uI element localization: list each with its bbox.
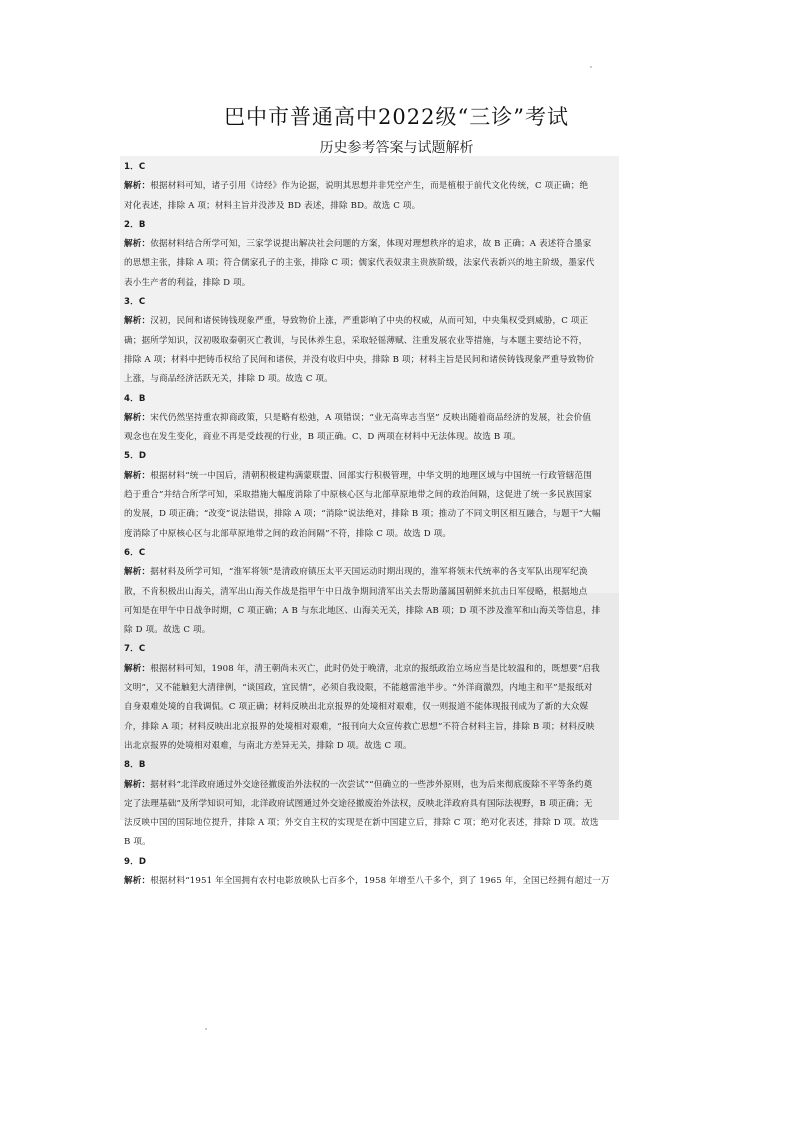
answer-key: 3．C [124,297,146,308]
question-number [124,853,617,872]
explanation-line [124,312,617,331]
explanation-text: 观念也在发生变化，商业不再是受歧视的行业，B 项正确。C、D 两项在材料中无法体现。故选 B 项。 [124,432,521,443]
explanation-line [124,197,617,216]
explanation-line [124,486,617,505]
scanned-answer-sheet [120,156,619,886]
explanation-line [124,602,617,621]
answer-key: 2．B [124,219,146,230]
explanation-line [124,583,617,602]
explanation-text: 的思想主张，排除 A 项；符合儒家孔子的主张，排除 C 项；儒家代表奴隶主贵族阶级，法家代表新兴的地主阶级，墨家代 [124,258,595,269]
explanation-line [124,814,617,833]
explanation-line [124,698,617,717]
explanation-line [124,795,617,814]
explanation-label: 解析： [124,567,151,578]
explanation-line [124,660,617,679]
explanation-line [124,563,617,582]
explanation-line [124,505,617,524]
answer-key: 6．C [124,547,146,558]
explanation-line [124,254,617,273]
explanation-line [124,833,617,852]
answer-key: 5．D [124,451,147,462]
explanation-line [124,525,617,544]
explanation-label: 解析： [124,239,151,250]
explanation-label: 解析： [124,875,151,886]
explanation-text: 根据材料可知，1908 年，清王朝尚未灭亡，此时仍处于晚清，北京的报纸政治立场应当是比较温和的，既想要“启我 [150,663,600,674]
explanation-text: 确；据所学知识，汉初吸取秦朝灭亡教训，与民休养生息，采取轻徭薄赋、注重发展农业等措施，与本题主要结论不符， [124,335,588,346]
question-number [124,756,617,775]
question-number [124,158,617,177]
page-subtitle: 历史参考答案与试题解析 [319,140,474,156]
answer-key: 1．C [124,162,146,172]
explanation-text: 自身艰难处境的自我调侃。C 项正确；材料反映出北京报界的处境相对艰难，仅一则报道不能体现报刊成为了新的大众媒 [124,702,589,713]
question-number [124,640,617,659]
explanation-text: 宋代仍然坚持重农抑商政策，只是略有松弛，A 项错误；“业无高卑志当坚” 反映出随着商品经济的发展，社会价值 [150,412,592,423]
scan-speck [590,66,592,68]
explanation-text: 除 D 项。故选 C 项。 [124,625,211,636]
explanation-text: 根据材料可知，诸子引用《诗经》作为论据，说明其思想并非凭空产生，而是植根于前代文化传统，C 项正确；绝 [150,181,589,192]
answer-key: 7．C [124,644,146,655]
explanation-text: 定了法理基础”及所学知识可知，北洋政府试图通过外交途径撤废治外法权，反映北洋政府具有国际法视野，B 项正确；无 [124,798,593,809]
explanation-text: 上涨，与商品经济活跃无关，排除 D 项。故选 C 项。 [124,374,333,385]
explanation-line [124,274,617,293]
explanation-line [124,409,617,428]
page-title: 巴中市普通高中2022级“三诊”考试 [224,105,569,129]
explanation-text: 依据材料结合所学可知，三家学说提出解决社会问题的方案，体现对理想秩序的追求，故 B 正确；A 表述符合墨家 [150,239,592,250]
explanation-label: 解析： [124,181,151,192]
answer-key: 9．D [124,856,147,867]
answer-key: 8．B [124,760,146,771]
explanation-text: 度消除了中原核心区与北部草原地带之间的政治间隔”不符，排除 C 项。故选 D 项。 [124,528,452,539]
explanation-text: 对化表述，排除 A 项；材料主旨并没涉及 BD 表述，排除 BD。故选 C 项。 [124,200,421,211]
explanation-text: 据材料及所学可知，“淮军将领”是清政府镇压太平天国运动时期出现的，淮军将领末代统率的各支军队出现军纪涣 [150,567,588,578]
explanation-label: 解析： [124,316,151,327]
explanation-text: 趋于重合”并结合所学可知，采取措施大幅度消除了中原核心区与北部草原地带之间的政治间隔，这促进了统一多民族国家 [124,490,592,501]
question-number [124,447,617,466]
explanation-line [124,428,617,447]
answer-explanations [124,158,617,891]
question-number [124,293,617,312]
explanation-text: B 项。 [124,837,151,848]
explanation-text: 据材料“北洋政府通过外交途径撤废治外法权的一次尝试”“但确立的一些涉外原则，也为后来彻底废除不平等条约奠 [150,779,593,790]
explanation-line [124,370,617,389]
explanation-line [124,737,617,756]
explanation-text: 介，排除 A 项；材料反映出北京报界的处境相对艰难，“报刊向大众宣传救亡思想”不符合材料主旨，排除 B 项；材料反映 [124,721,595,732]
explanation-label: 解析： [124,663,151,674]
explanation-line [124,621,617,640]
question-number [124,216,617,235]
explanation-line [124,332,617,351]
explanation-line [124,872,617,891]
scan-speck [205,1028,207,1030]
explanation-text: 的发展，D 项正确；“改变”说法错误，排除 A 项；“消除”说法绝对，排除 B 项；推动了不同文明区相互融合，与题干“大幅 [124,509,601,520]
explanation-line [124,235,617,254]
explanation-line [124,177,617,196]
explanation-text: 表小生产者的利益，排除 D 项。 [124,277,251,288]
explanation-text: 出北京报界的处境相对艰难，与南北方差异无关，排除 D 项。故选 C 项。 [124,740,412,751]
question-number [124,390,617,409]
explanation-label: 解析： [124,412,151,423]
question-number [124,544,617,563]
explanation-text: 可知是在甲午中日战争时期，C 项正确；A B 与东北地区、山海关无关，排除 AB 项；D 项不涉及淮军和山海关等信息，排 [124,605,601,616]
explanation-text: 排除 A 项；材料中把铸币权给了民间和诸侯，并没有收归中央，排除 B 项；材料主旨是民间和诸侯铸钱现象严重导致物价 [124,354,595,365]
explanation-line [124,351,617,370]
explanation-line [124,718,617,737]
explanation-label: 解析： [124,470,151,481]
explanation-line [124,467,617,486]
explanation-line [124,679,617,698]
explanation-text: 根据材料“1951 年全国拥有农村电影放映队七百多个，1958 年增至八千多个，到了 1965 年，全国已经拥有超过一万 [150,875,610,886]
explanation-line [124,776,617,795]
explanation-text: 散，不肯积极出山海关，清军出山海关作战是指甲午中日战争期间清军出关去帮助藩属国朝鲜来抗击日军侵略，根据地点 [124,586,588,597]
explanation-text: 根据材料“统一中国后，清朝积极建构满蒙联盟、回部实行积极管理，中华文明的地理区域与中国统一行政管辖范围 [150,470,592,481]
explanation-text: 汉初，民间和诸侯铸钱现象严重，导致物价上涨，严重影响了中央的权威，从而可知，中央集权受到威胁，C 项正 [150,316,589,327]
explanation-text: 法反映中国的国际地位提升，排除 A 项；外交自主权的实现是在新中国建立后，排除 C 项；绝对化表述，排除 D 项。故选 [124,818,599,829]
explanation-text: 文明”，又不能触犯大清律例，“谈国政，宜民情”，必须自我设限，不能越雷池半步。“外洋商激烈，内地主和平”是报纸对 [124,683,593,694]
explanation-label: 解析： [124,779,151,790]
answer-key: 4．B [124,393,146,404]
